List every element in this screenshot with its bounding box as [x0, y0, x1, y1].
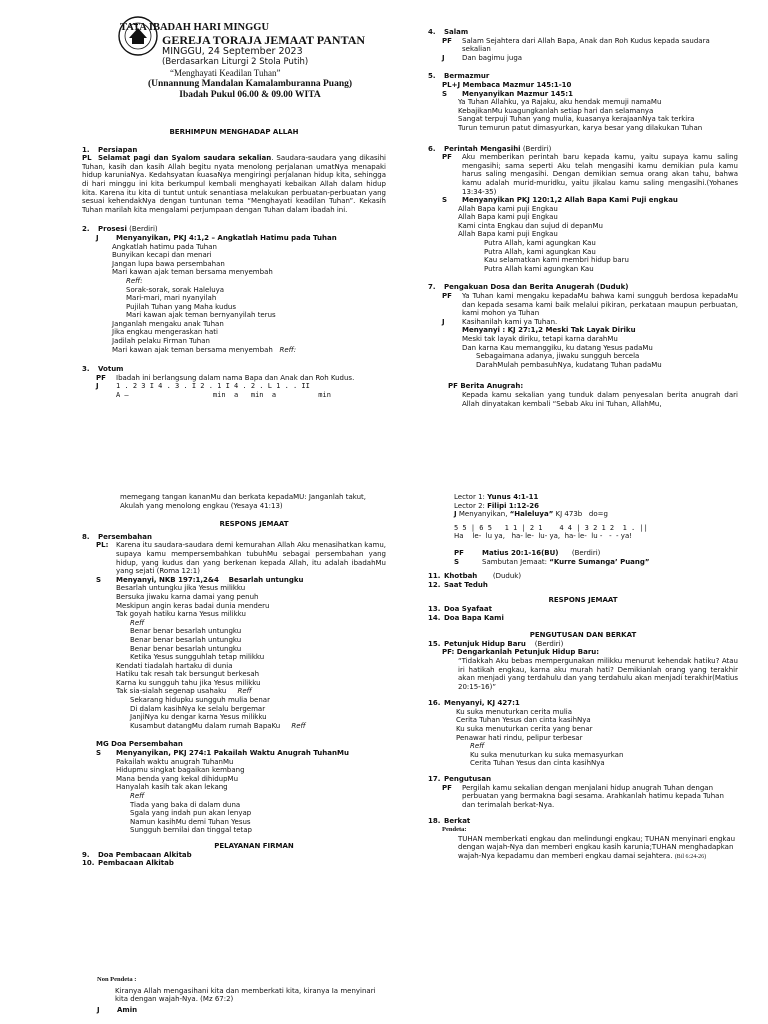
- persiapan-text: PL Selamat pagi dan Syalom saudara sekalian. Saudara-saudara yang dikasihi Tuhan, kasih dan kasih Allah begitu nyata menolong perjalanan umatNya menapaki hidup karuniaNya. Kedahsyatan kuasaNya mengiringi perjalanan hidup kita, sehingga di hari minggu ini kita berkumpul kembali menghayati kebaikan Allah dalam hidup kita. Karena itu kita di tuntut untuk senantiasa melakukan perbuatan-perbuatan yang sesuai kehendakNya dengan tuntunan tema “Menghayati keadilan Tuhan”. Kekasih Tuhan marilah kita mengalami perjumpaan dengan Tuhan dalam ibadah ini.: [82, 154, 386, 214]
- kj27-lyrics: Meski tak layak diriku, tetapi karna darahMu Dan karna Kau memanggiku, ku datang Yesus padaMu Sebagaimana adanya, jiwaku sungguh bercela DarahMulah pembasuhNya, kudatang Tuhan padaMu: [462, 335, 662, 369]
- section-doa-persembahan: MG Doa Persembahan S Menyanyikan, PKJ 274:1 Pakailah Waktu Anugrah TuhanMu Pakailah waktu anugrah TuhanMu Hidupmu singkat bagaikan kembang Mana benda yang kekal dihidupMu Hanyalah kasih tak akan lekang Reff Tiada yang baka di dalam duna Sgala yang indah pun akan lenyap Namun kasihMu demi Tuhan Yesus Sungguh bernilai dan tinggal tetap: [82, 740, 386, 835]
- persiapan-title: Persiapan: [98, 145, 138, 154]
- heading-berhimpun: BERHIMPUN MENGHADAP ALLAH: [169, 128, 299, 136]
- votum-title: Votum: [98, 365, 124, 374]
- section-pengakuan-dosa: 7. Pengakuan Dosa dan Berita Anugerah (Duduk) PF Ya Tuhan kami mengaku kepadaMu bahwa kami sungguh berdosa kepadaMu dan kepada sesama kami baik melalui pikiran, perkataan maupun perbuatan, kami mohon ya Tuhan J Kasihanilah kami ya Tuhan. Menyanyi : KJ 27:1,2 Meski Tak Layak Diriku Meski tak layak diriku, tetapi karna darahMu Dan karna Kau memanggiku, ku datang Yesus padaMu Sebagaimana adanya, jiwaku sungguh bercela DarahMulah pembasuhNya, kudatang Tuhan padaMu PF Berita Anugrah: Kepada kamu sekalian yang tunduk dalam penyesalan berita anugrah dari Allah dinyatakan kembali “Sebab Aku ini Tuhan, AllahMu,: [428, 283, 738, 408]
- left-column-top: [82, 128, 386, 400]
- lector-2: Lector 2: Filipi 1:12-26: [454, 501, 539, 510]
- header-time: Ibadah Pukul 06.00 & 09.00 WITA: [179, 90, 321, 100]
- header-church: GEREJA TORAJA JEMAAT PANTAN: [162, 33, 366, 47]
- votum-notes: 1 . 2 3 I 4 . 3 . I 2 . 1 I 4 . 2 . L 1 . . II: [116, 382, 310, 391]
- haleluya-notes: 5 5 | 6 5 1 1 | 2 1 4 4 | 3 2 1 2 1 . ||: [454, 523, 648, 532]
- section-persiapan: 1. Persiapan PL Selamat pagi dan Syalom saudara sekalian. Saudara-saudara yang dikasihi Tuhan, kasih dan kasih Allah begitu nyata menolong perjalanan umatNya menapaki hidup karuniaNya. Kedahsyatan kuasaNya mengiringi perjalanan hidup kita, sehingga di hari minggu ini kita berkumpul kembali menghayati kebaikan Allah dalam hidup kita. Karena itu kita di tuntut untuk senantiasa melakukan perbuatan-perbuatan yang sesuai kehendakNya dengan tuntunan tema “Menghayati keadilan Tuhan”. Kekasih Tuhan marilah kita mengalami perjumpaan dengan Tuhan dalam ibadah ini.: [82, 145, 386, 214]
- heading-respons-jemaat-1: RESPONS JEMAAT: [219, 520, 289, 529]
- section-kj427: 16. Menyanyi, KJ 427:1 Ku suka menuturkan cerita mulia Cerita Tuhan Yesus dan cinta kasihNya Ku suka menuturkan cerita yang benar Penawar hati rindu, pelipur terbesar Reff Ku suka menuturkan ku suka memasyurkan Cerita Tuhan Yesus dan cinta kasihNya: [428, 699, 624, 768]
- header-theme: “Menghayati Keadilan Tuhan”: [170, 68, 281, 78]
- service-header: [100, 22, 400, 101]
- header-date: MINGGU, 24 September 2023: [162, 46, 303, 57]
- salam-text: Salam Sejahtera dari Allah Bapa, Anak dan Roh Kudus kepada saudara sekalian: [462, 36, 710, 54]
- section-bermazmur: 5. Bermazmur PL+J Membaca Mazmur 145:1-10 S Menyanyikan Mazmur 145:1 Ya Tuhan Allahku, ya Rajaku, aku hendak memuji namaMu KebajikanMu kuagungkanlah setiap hari dan selamanya Sangat terpuji Tuhan yang mulia, kuasanya kerajaanNya tak terkira Turun temurun patut dimasyurkan, karya besar yang dilakukan Tuhan: [428, 72, 738, 132]
- berita-continuation: memegang tangan kananMu dan berkata kepadaMU: Janganlah takut, Akulah yang menolong engkau (Yesaya 41:13): [120, 493, 366, 510]
- prosesi-song: Menyanyikan, PKJ 4:1,2 – Angkatlah Hatimu pada Tuhan: [116, 233, 337, 242]
- votum-text: Ibadah ini berlangsung dalam nama Bapa dan Anak dan Roh Kudus.: [116, 373, 355, 382]
- section-petunjuk-hidup-baru: 15. Petunjuk Hidup Baru (Berdiri) PF: Dengarkanlah Petunjuk Hidup Baru: “Tidakkah Aku bebas mempergunakan milikku menurut kehendak hatiku? Atau iri hatikah engkau, karna aku murah hati? Demikianlah orang yang terakhir akan menjadi yang terdahulu dan yang terdahulu akan menjadi terakhir(Matius 20:15-16)”: [428, 639, 738, 691]
- heading-pengutusan: PENGUTUSAN DAN BERKAT: [529, 631, 637, 640]
- prosesi-lyrics: Angkatlah hatimu pada Tuhan Bunyikan kecapi dan menari Jangan lupa bawa persembahan Mari kawan ajak teman bersama menyembah Reff: Sorak-sorak, sorak Haleluya Mari-mari, mari nyanyilah Pujilah Tuhan yang Maha kudus Mari kawan ajak teman bernyanyilah terus Janganlah mengaku anak Tuhan Jika engkau mengeraskan hati Jadilah pelaku Firman Tuhan Mari kawan ajak teman bersama menyembah Reff:: [112, 242, 297, 354]
- berita-anugrah-text: Kepada kamu sekalian yang tunduk dalam penyesalan berita anugrah dari Allah dinyatakan kembali “Sebab Aku ini Tuhan, AllahMu,: [462, 390, 738, 408]
- section-salam: 4. Salam PF Salam Sejahtera dari Allah Bapa, Anak dan Roh Kudus kepada saudara sekalian J Dan bagimu juga: [428, 28, 738, 62]
- pkj120-lyrics: Allah Bapa kami puji Engkau Allah Bapa kami puji Engkau Kami cinta Engkau dan sujud di depanMu Allah Bapa kami puji Engkau Putra Allah, kami agungkan Kau Putra Allah, kami agungkan Kau Kau selamatkan kami membri hidup baru Putra Allah kami agungkan Kau: [458, 204, 629, 273]
- votum-lyrics: A – min a min a min: [116, 391, 331, 400]
- section-pengutusan: 17. Pengutusan PF Pergilah kamu sekalian dengan menjalani hidup anugrah Tuhan dengan perbuatan yang bermakna bagi sesama. Arahkanlah hatimu kepada Tuhan dan terimalah berkat-Nya.: [428, 775, 724, 809]
- blessing-non-pendeta: Non Pendeta : Kiranya Allah mengasihani kita dan memberkati kita, kiranya Ia menyinari kita dengan wajah-Nya. (Mz 67:2) J Amin: [97, 976, 376, 1014]
- haleluya-song: J Menyanyikan, “Haleluya” KJ 473b do=g: [454, 510, 608, 519]
- section-prosesi: 2. Prosesi (Berdiri) J Menyanyikan, PKJ 4:1,2 – Angkatlah Hatimu pada Tuhan Angkatlah hatimu pada Tuhan Bunyikan kecapi dan menari Jangan lupa bawa persembahan Mari kawan ajak teman bersama menyembah Reff: Sorak-sorak, sorak Haleluya Mari-mari, mari nyanyilah Pujilah Tuhan yang Maha kudus Mari kawan ajak teman bernyanyilah terus Janganlah mengaku anak Tuhan Jika engkau mengeraskan hati Jadilah pelaku Firman Tuhan Mari kawan ajak teman bersama menyembah Reff:: [82, 225, 386, 354]
- section-persembahan: 8. Persembahan PL: Karena itu saudara-saudara demi kemurahan Allah Aku menasihatkan kamu, supaya kamu mempersembahkan tubuhMu sebagai persembahan yang hidup, yang kudus dan yang berkenan kepada Allah, itu adalah ibadahMu yang sejati (Roma 12:1) S Menyanyi, NKB 197:1,2&4 Besarlah untungku Besarlah untungku jika Yesus milikku Bersuka jiwaku karna damai yang penuh Meskipun angin keras badai dunia menderu Tak goyah hatiku karna Yesus milikku Reff Benar benar besarlah untungku Benar benar besarlah untungku Benar benar besarlah untungku Ketika Yesus sungguhlah tetap milikku Kendati tiadalah hartaku di dunia Hatiku tak resah tak bersungut berkesah Karna ku sungguh tahu jika Yesus milikku Tak sia-sialah segenap usahaku Reff Sekarang hidupku sungguh mulia benar Di dalam kasihNya ke selalu bergemar JanjiNya ku dengar karna Yesus milikku Kusambut datangMu dalam rumah BapaKu Reff: [82, 532, 386, 730]
- heading-pelayanan-firman: PELAYANAN FIRMAN: [214, 841, 294, 850]
- right-column-top: [428, 28, 738, 408]
- nkb197-lyrics: Besarlah untungku jika Yesus milikku Bersuka jiwaku karna damai yang penuh Meskipun angin keras badai dunia menderu Tak goyah hatiku karna Yesus milikku Reff Benar benar besarlah untungku Benar benar besarlah untungku Benar benar besarlah untungku Ketika Yesus sungguhlah tetap milikku Kendati tiadalah hartaku di dunia Hatiku tak resah tak bersungut berkesah Karna ku sungguh tahu jika Yesus milikku Tak sia-sialah segenap usahaku Reff Sekarang hidupku sungguh mulia benar Di dalam kasihNya ke selalu bergemar JanjiNya ku dengar karna Yesus milikku Kusambut datangMu dalam rumah BapaKu Reff: [116, 584, 306, 730]
- header-theme-toraja: (Unnannung Mandalan Kamalamburanna Puang): [147, 79, 353, 89]
- header-title: TATA IBADAH HARI MINGGU: [120, 22, 270, 33]
- left-column-bottom: memegang tangan kananMu dan berkata kepadaMU: Janganlah takut, Akulah yang menolong engkau (Yesaya 41:13) RESPONS JEMAAT 8. Persembahan PL: Karena itu saudara-saudara demi kemurahan Allah Aku menasihatkan kamu, supaya kamu mempersembahkan tubuhMu sebagai persembahan yang hidup, yang kudus dan yang berkenan kepada Allah, itu adalah ibadahMu yang sejati (Roma 12:1) S Menyanyi, NKB 197:1,2&4 Besarlah untungku Besarlah untungku jika Yesus milikku Bersuka jiwaku karna damai yang penuh Meskipun angin keras badai dunia menderu Tak goyah hatiku karna Yesus milikku Reff Benar benar besarlah untungku Benar benar besarlah untungku Benar benar besarlah untungku Ketika Yesus sungguhlah tetap milikku Kendati tiadalah hartaku di dunia Hatiku tak resah tak bersungut berkesah Karna ku sungguh tahu jika Yesus milikku Tak sia-sialah segenap usahaku Reff Sekarang hidupku sungguh mulia benar Di dalam kasihNya ke selalu bergemar JanjiNya ku dengar karna Yesus milikku Kusambut datangMu dalam rumah BapaKu Reff MG Doa Persembahan S Menyanyikan, PKJ 274:1 Pakailah Waktu Anugrah TuhanMu Pakailah waktu anugrah TuhanMu Hidupmu singkat bagaikan kembang Mana benda yang kekal dihidupMu Hanyalah kasih tak akan lekang Reff Tiada yang baka di dalam duna Sgala yang indah pun akan lenyap Namun kasihMu demi Tuhan Yesus Sungguh bernilai dan tinggal tetap PELAYANAN FIRMAN 9. Doa Pembacaan Alkitab 10. Pembacaan Alkitab: [82, 493, 386, 868]
- haleluya-lyrics: Ha le- lu ya, ha- le- lu- ya, ha- le- lu - - - ya!: [454, 532, 633, 541]
- mazmur-lyrics: Ya Tuhan Allahku, ya Rajaku, aku hendak memuji namaMu KebajikanMu kuagungkanlah setiap hari dan selamanya Sangat terpuji Tuhan yang mulia, kuasanya kerajaanNya tak terkira Turun temurun patut dimasyurkan, karya besar yang dilakukan Tuhan: [458, 98, 703, 132]
- section-perintah-mengasihi: 6. Perintah Mengasihi (Berdiri) PF Aku memberikan perintah baru kepada kamu, yaitu supaya kamu saling mengasihi; sama seperti Aku telah mengasihi kamu demikian pula kamu harus saling mengasihi. Dengan demikian semua orang akan tahu, bahwa kamu adalah murid-muridku, yaitu jikalau kamu saling mengasihi.(Yohanes 13:34-35) S Menyanyikan PKJ 120:1,2 Allah Bapa Kami Puji engkau Allah Bapa kami puji Engkau Allah Bapa kami puji Engkau Kami cinta Engkau dan sujud di depanMu Allah Bapa kami puji Engkau Putra Allah, kami agungkan Kau Putra Allah, kami agungkan Kau Kau selamatkan kami membri hidup baru Putra Allah kami agungkan Kau: [428, 144, 738, 273]
- prosesi-title: Prosesi: [98, 225, 127, 234]
- lector-1: Lector 1: Yunus 4:1-11: [454, 493, 539, 501]
- heading-respons-jemaat-2: RESPONS JEMAAT: [548, 596, 618, 605]
- pkj274-lyrics: Pakailah waktu anugrah TuhanMu Hidupmu singkat bagaikan kembang Mana benda yang kekal dihidupMu Hanyalah kasih tak akan lekang Reff Tiada yang baka di dalam duna Sgala yang indah pun akan lenyap Namun kasihMu demi Tuhan Yesus Sungguh bernilai dan tinggal tetap: [116, 757, 252, 835]
- right-column-bottom: Lector 1: Yunus 4:1-11 Lector 2: Filipi 1:12-26 J Menyanyikan, “Haleluya” KJ 473b do=g 5 5 | 6 5 1 1 | 2 1 4 4 | 3 2 1 2 1 . || Ha le- lu ya, ha- le- lu- ya, ha- le- lu - - - ya! PF Matius 20:1-16(BU) (Berdiri) S Sambutan Jemaat: “Kurre Sumanga’ Puang” 11. Khotbah (Duduk) 12. Saat Teduh RESPONS JEMAAT 13. Doa Syafaat 14. Doa Bapa Kami PENGUTUSAN DAN BERKAT 15. Petunjuk Hidup Baru (Berdiri) PF: Dengarkanlah Petunjuk Hidup Baru: “Tidakkah Aku bebas mempergunakan milikku menurut kehendak hatiku? Atau iri hatikah engkau, karna aku murah hati? Demikianlah orang yang terakhir akan menjadi yang terdahulu dan yang terdahulu akan menjadi terakhir(Matius 20:15-16)” 16. Menyanyi, KJ 427:1 Ku suka menuturkan cerita mulia Cerita Tuhan Yesus dan cinta kasihNya Ku suka menuturkan cerita yang benar Penawar hati rindu, pelipur terbesar Reff Ku suka menuturkan ku suka memasyurkan Cerita Tuhan Yesus dan cinta kasihNya 17. Pengutusan PF Pergilah kamu sekalian dengan menjalani hidup anugrah Tuhan dengan perbuatan yang bermakna bagi sesama. Arahkanlah hatimu kepada Tuhan dan terimalah berkat-Nya. 18. Berkat Pendeta: TUHAN memberkati engkau dan melindungi engkau; TUHAN menyinari engkau dengan wajah-Nya dan memberi engkau kasih karunia;TUHAN menghadapkan wajah-Nya kepadamu dan memberi engkau damai sejahtera. (Bil 6:24-26): [428, 493, 738, 860]
- header-liturgy: (Berdasarkan Liturgi 2 Stola Putih): [162, 57, 309, 67]
- section-berkat: 18. Berkat Pendeta: TUHAN memberkati engkau dan melindungi engkau; TUHAN menyinari engkau dengan wajah-Nya dan memberi engkau kasih karunia;TUHAN menghadapkan wajah-Nya kepadamu dan memberi engkau damai sejahtera. (Bil 6:24-26): [428, 817, 736, 860]
- section-votum: 3. Votum PF Ibadah ini berlangsung dalam nama Bapa dan Anak dan Roh Kudus. J 1 . 2 3 I 4 . 3 . I 2 . 1 I 4 . 2 . L 1 . . II A – min a min a min: [82, 365, 355, 400]
